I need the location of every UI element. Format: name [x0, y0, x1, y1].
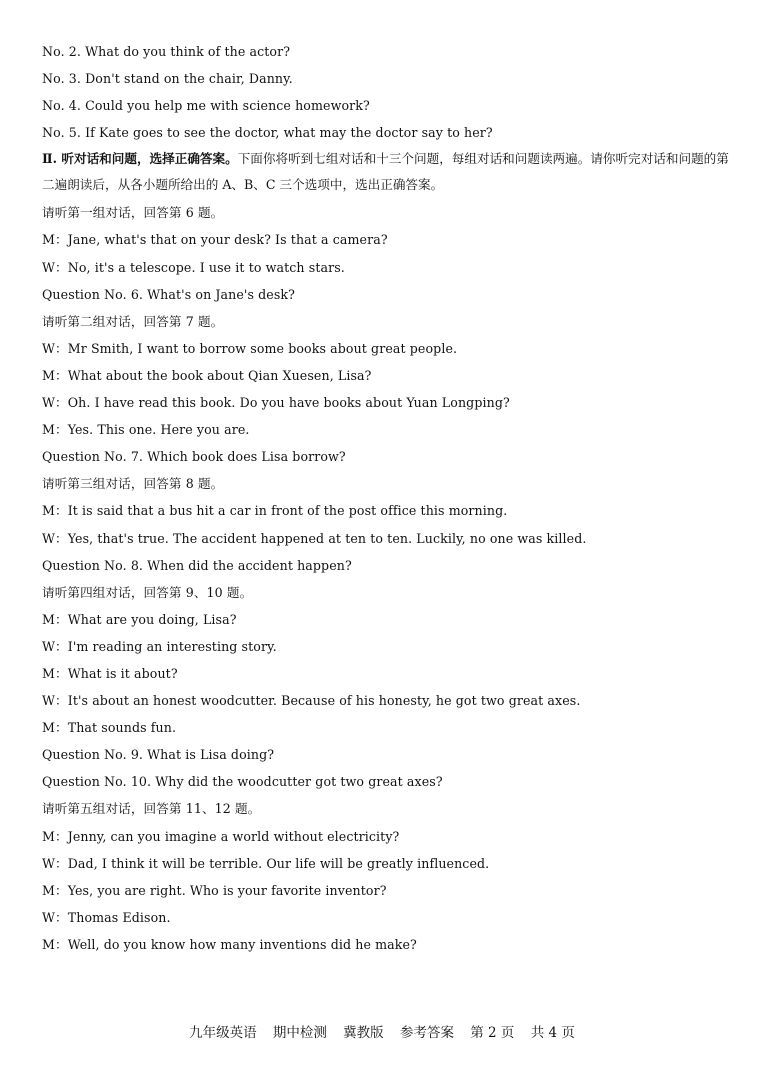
- transcript-line: M：Jenny, can you imagine a world without electricity?: [42, 828, 400, 844]
- transcript-line: 请听第三组对话，回答第 8 题。: [42, 476, 224, 492]
- section-instruction: 下面你将听到七组对话和十三个问题，每组对话和问题读两遍。请你听完对话和问题的第二遍朗读后，从各小题所给出的 A、B、C 三个选项中，选出正确答案。: [42, 151, 729, 193]
- transcript-line: W：Dad, I think it will be terrible. Our life will be greatly influenced.: [42, 855, 490, 871]
- transcript-line: 请听第五组对话，回答第 11、12 题。: [42, 801, 261, 817]
- transcript-line: W：It's about an honest woodcutter. Because of his honesty, he got two great axes.: [42, 693, 581, 709]
- transcript-line: M：That sounds fun.: [42, 720, 177, 736]
- transcript-line: No. 2. What do you think of the actor?: [42, 44, 291, 59]
- transcript-line: Question No. 7. Which book does Lisa borrow?: [42, 449, 346, 465]
- transcript-line: No. 4. Could you help me with science homework?: [42, 98, 370, 114]
- transcript-line: Question No. 10. Why did the woodcutter got two great axes?: [42, 774, 443, 790]
- transcript-line: W：Mr Smith, I want to borrow some books about great people.: [42, 340, 458, 356]
- transcript-line: W：No, it's a telescope. I use it to watch stars.: [42, 259, 345, 275]
- transcript-line: Question No. 9. What is Lisa doing?: [42, 747, 275, 763]
- section-heading: Ⅱ. 听对话和问题，选择正确答案。: [42, 151, 238, 167]
- transcript-line: Question No. 8. When did the accident happen?: [42, 557, 352, 573]
- transcript-line: M：What is it about?: [42, 665, 178, 681]
- transcript-line: 请听第二组对话，回答第 7 题。: [42, 313, 224, 329]
- transcript-line: W：Yes, that's true. The accident happened at ten to ten. Luckily, no one was killed.: [42, 530, 587, 546]
- transcript-line: No. 5. If Kate goes to see the doctor, what may the doctor say to her?: [42, 125, 493, 141]
- transcript-body: [42, 38, 732, 958]
- transcript-line: M：What are you doing, Lisa?: [42, 611, 237, 627]
- transcript-line: M：Well, do you know how many inventions did he make?: [42, 936, 417, 952]
- transcript-line: W：Thomas Edison.: [42, 909, 171, 925]
- footer-page-number: 第 2 页: [470, 1025, 515, 1041]
- transcript-line: M：Yes. This one. Here you are.: [42, 422, 250, 438]
- footer-total-pages: 共 4 页: [530, 1025, 575, 1041]
- section-header: [42, 146, 732, 198]
- transcript-line: M：What about the book about Qian Xuesen, Lisa?: [42, 367, 372, 383]
- transcript-line: M：Jane, what's that on your desk? Is that a camera?: [42, 232, 388, 248]
- page-footer: [0, 1021, 764, 1041]
- footer-edition: 冀教版: [343, 1025, 384, 1041]
- transcript-line: 请听第一组对话，回答第 6 题。: [42, 205, 224, 221]
- transcript-line: W：Oh. I have read this book. Do you have books about Yuan Longping?: [42, 395, 510, 411]
- transcript-line: 请听第四组对话，回答第 9、10 题。: [42, 584, 253, 600]
- footer-subject: 九年级英语: [189, 1025, 257, 1041]
- footer-exam: 期中检测: [272, 1025, 327, 1041]
- transcript-line: M：Yes, you are right. Who is your favorite inventor?: [42, 882, 387, 898]
- transcript-line: W：I'm reading an interesting story.: [42, 638, 277, 654]
- transcript-line: No. 3. Don't stand on the chair, Danny.: [42, 71, 293, 87]
- transcript-line: Question No. 6. What's on Jane's desk?: [42, 286, 295, 302]
- transcript-line: M：It is said that a bus hit a car in front of the post office this morning.: [42, 503, 508, 519]
- footer-doc-type: 参考答案: [399, 1025, 454, 1041]
